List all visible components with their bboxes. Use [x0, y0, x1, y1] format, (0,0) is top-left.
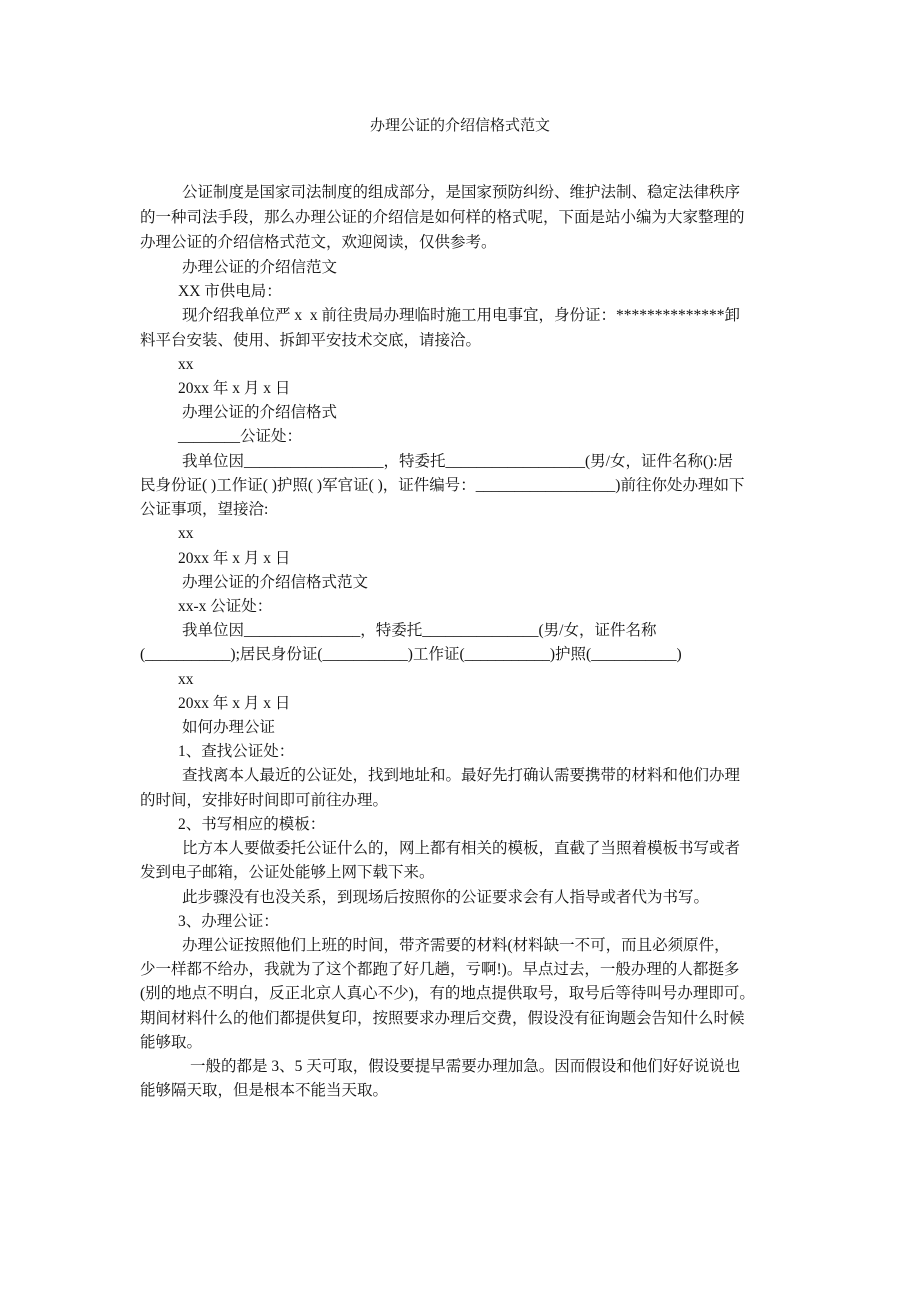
text-line: 能够取。	[140, 1034, 203, 1051]
text-line: 20xx 年 x 月 x 日	[178, 695, 291, 712]
text-line: 一般的都是 3、5 天可取，假设要提早需要办理加急。因而假设和他们好好说说也	[190, 1058, 741, 1075]
text-line: 1、查找公证处：	[178, 743, 295, 760]
text-line: xx-x 公证处：	[178, 598, 273, 615]
text-line: 办理公证的介绍信格式范文，欢迎阅读，仅供参考。	[140, 234, 497, 251]
text-line: 现介绍我单位严 x x 前往贵局办理临时施工用电事宜，身份证：**************卸	[182, 307, 741, 324]
text-line: (别的地点不明白，反正北京人真心不少)，有的地点提供取号，取号后等待叫号办理即可。	[140, 985, 755, 1002]
text-line: 办理公证按照他们上班的时间，带齐需要的材料(材料缺一不可，而且必须原件，	[182, 937, 730, 954]
text-line: 查找离本人最近的公证处，找到地址和。最好先打确认需要携带的材料和他们办理	[182, 767, 741, 784]
text-line: 如何办理公证	[182, 719, 276, 736]
text-line: 公证事项，望接洽:	[140, 501, 269, 518]
text-line: 20xx 年 x 月 x 日	[178, 380, 291, 397]
text-line: xx	[178, 356, 194, 373]
text-line: 办理公证的介绍信格式	[182, 404, 338, 421]
text-line: 比方本人要做委托公证什么的，网上都有相关的模板，直截了当照着模板书写或者	[182, 840, 741, 857]
text-line: XX 市供电局：	[178, 283, 282, 300]
text-line: 发到电子邮箱，公证处能够上网下载下来。	[140, 864, 435, 881]
text-line: xx	[178, 525, 194, 542]
text-line: xx	[178, 671, 194, 688]
text-line: 料平台安装、使用、拆卸平安技术交底，请接洽。	[140, 332, 482, 349]
document-title: 办理公证的介绍信格式范文	[369, 118, 550, 134]
text-line: 20xx 年 x 月 x 日	[178, 550, 291, 567]
text-line: 2、书写相应的模板：	[178, 816, 326, 833]
text-line: 能够隔天取，但是根本不能当天取。	[140, 1082, 389, 1099]
text-line: (___________);居民身份证(___________)工作证(___________)护照(___________)	[140, 646, 682, 663]
text-line: ________公证处：	[178, 428, 303, 445]
text-line: 我单位因__________________，特委托__________________(男/女，证件名称():居	[182, 453, 734, 470]
text-line: 民身份证( )工作证( )护照( )军官证( )，证件编号：__________________)前往你处办理如下	[140, 477, 745, 494]
text-line: 办理公证的介绍信格式范文	[182, 574, 369, 591]
text-line: 少一样都不给办，我就为了这个都跑了好几趟，亏啊!)。早点过去，一般办理的人都挺多	[140, 961, 740, 978]
text-line: 公证制度是国家司法制度的组成部分，是国家预防纠纷、维护法制、稳定法律秩序	[182, 184, 741, 201]
text-line: 的一种司法手段，那么办理公证的介绍信是如何样的格式呢，下面是站小编为大家整理的	[140, 209, 745, 226]
text-line: 期间材料什么的他们都提供复印，按照要求办理后交费，假设没有征询题会告知什么时候	[140, 1010, 745, 1027]
text-line: 办理公证的介绍信范文	[182, 259, 338, 276]
text-line: 3、办理公证：	[178, 913, 279, 930]
text-line: 我单位因_______________，特委托_______________(男/女，证件名称	[182, 622, 657, 639]
text-line: 的时间，安排好时间即可前往办理。	[140, 792, 389, 809]
text-line: 此步骤没有也没关系，到现场后按照你的公证要求会有人指导或者代为书写。	[182, 889, 710, 906]
